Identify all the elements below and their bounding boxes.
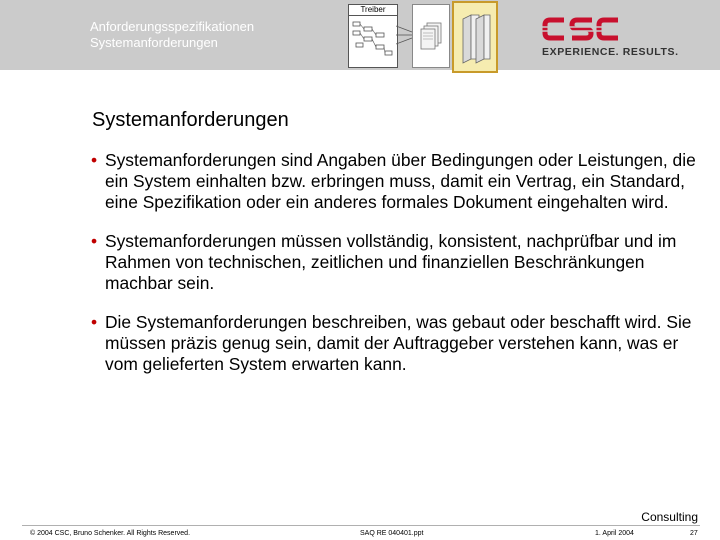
footer-filename: SAQ RE 040401.ppt bbox=[360, 530, 424, 537]
books-icon bbox=[454, 3, 496, 71]
treiber-diagram-thumbnail bbox=[348, 4, 398, 68]
document-stack-icon bbox=[413, 5, 449, 67]
logo-tagline: EXPERIENCE. RESULTS. bbox=[542, 46, 679, 58]
consulting-label: Consulting bbox=[641, 510, 698, 524]
bullet-dot-icon: • bbox=[91, 150, 98, 170]
bullet-text: Die Systemanforderungen beschreiben, was gebaut oder beschafft wird. Sie müssen präzis genug sein, damit der Auftraggeber verstehen kann, was er vom gelieferten System erwarten kann. bbox=[105, 312, 692, 374]
document-stack-thumbnail bbox=[412, 4, 450, 68]
footer-divider bbox=[22, 525, 700, 526]
footer-page-number: 27 bbox=[690, 530, 698, 537]
flow-diagram-icon bbox=[351, 19, 395, 63]
header-title-line2: Systemanforderungen bbox=[90, 35, 218, 50]
bullet-dot-icon: • bbox=[91, 231, 98, 251]
bullet-list bbox=[91, 150, 706, 393]
bullet-text: Systemanforderungen müssen vollständig, konsistent, nachprüfbar und im Rahmen von technischen, zeitlichen und finanziellen Beschränkungen machbar sein. bbox=[105, 231, 677, 293]
bullet-item bbox=[91, 231, 706, 294]
header-title bbox=[90, 19, 254, 51]
books-thumbnail bbox=[452, 1, 498, 73]
slide-title: Systemanforderungen bbox=[92, 109, 289, 131]
bullet-dot-icon: • bbox=[91, 312, 98, 332]
csc-logo-mark bbox=[542, 14, 622, 44]
header-title-line1: Anforderungsspezifikationen bbox=[90, 19, 255, 34]
csc-logo bbox=[540, 14, 715, 64]
header-band bbox=[0, 0, 720, 70]
bullet-text: Systemanforderungen sind Angaben über Bedingungen oder Leistungen, die ein System einhalten bzw. erbringen muss, damit ein Vertrag, ein Standard, eine Spezifikation oder ein anderes formales Dokument eingehalten wird. bbox=[105, 150, 696, 212]
bullet-item bbox=[91, 312, 706, 375]
treiber-label: Treiber bbox=[349, 5, 397, 16]
footer-copyright: © 2004 CSC, Bruno Schenker. All Rights Reserved. bbox=[30, 530, 191, 537]
footer-date: 1. April 2004 bbox=[595, 530, 634, 537]
bullet-item bbox=[91, 150, 706, 213]
